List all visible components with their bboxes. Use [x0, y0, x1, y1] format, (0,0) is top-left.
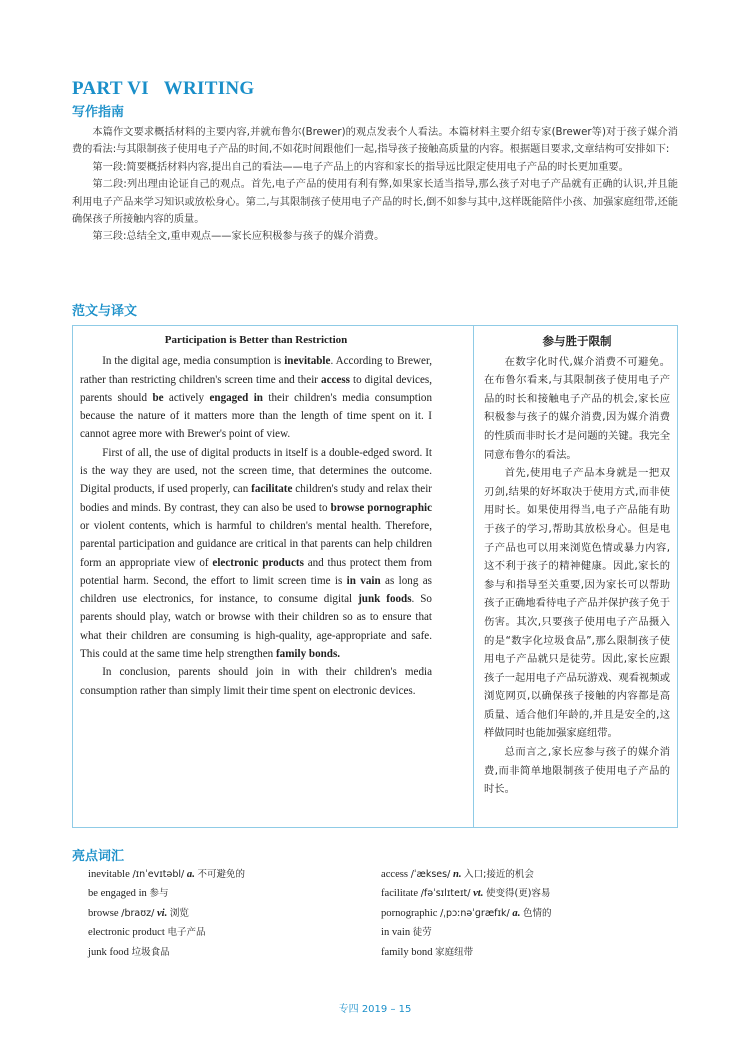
chinese-paragraph: 在数字化时代,媒介消费不可避免。在布鲁尔看来,与其限制孩子使用电子产品的时长和接触电子产品的机会,家长应积极参与孩子的媒介消费,因为媒介消费的性质而非时长才是问题的关键。我完全同意布鲁尔的看法。: [484, 355, 670, 461]
text-run: In conclusion, parents should join in with their children's media consumption rather than simply limit their time spent on electronic devices.: [80, 666, 432, 697]
english-paragraph: [80, 444, 432, 664]
guide-paragraph: 第一段:简要概括材料内容,提出自己的看法——电子产品上的内容和家长的指导远比限定使用电子产品的时长更加重要。: [92, 161, 629, 173]
text-run: to digital devices, parents should: [80, 373, 433, 404]
vocab-heading: 亮点词汇: [72, 849, 125, 864]
vocab-meaning: 参与: [149, 888, 169, 900]
english-paragraph: [80, 663, 432, 700]
guide-paragraph: 第三段:总结全文,重申观点——家长应积极参与孩子的媒介消费。: [92, 231, 385, 243]
column-divider: [473, 325, 474, 828]
vocab-pos: vt.: [473, 888, 484, 900]
vocab-meaning: 电子产品: [167, 927, 206, 939]
vocab-meaning: 浏览: [169, 907, 189, 919]
vocab-phonetic: /ˈækses/: [410, 869, 451, 880]
chinese-paragraph: 首先,使用电子产品本身就是一把双刃剑,结果的好坏取决于使用方式,而非使用时长。如果使用得当,电子产品能有助于孩子的学习,帮助其放松身心。但是电子产品也可以用来浏览色情或暴力内容,这不利于孩子的精神健康。因此,家长的参与和指导至关重要,因为家长可以帮助孩子正确地看待电子产品并保护孩子免于伤害。其次,只要孩子使用电子产品摄入的是“数字化垃圾食品”,那么限制孩子使用电子产品就只是徒劳。因此,家长应跟孩子一起用电子产品玩游戏、观看视频或浏览网页,以确保孩子接触的内容都是高质量、适合他们年龄的,并且是安全的,这样做同时也能加强家庭纽带。: [484, 467, 670, 740]
vocab-word: be engaged in: [88, 888, 147, 900]
vocab-word: inevitable: [88, 869, 130, 880]
chinese-translation: [484, 332, 670, 799]
vocab-meaning: 不可避免的: [197, 869, 246, 880]
vocab-word: access: [381, 869, 409, 880]
vocab-phonetic: /ɪnˈevɪtəbl/: [132, 869, 185, 880]
vocab-meaning: 色情的: [523, 907, 552, 919]
vocab-item: [381, 924, 432, 938]
vocab-item: [88, 905, 189, 919]
highlight-word: family bonds.: [275, 648, 341, 661]
vocab-meaning: 入口;接近的机会: [464, 869, 534, 880]
highlight-word: engaged in: [209, 391, 263, 404]
english-paragraph: [80, 352, 432, 443]
chinese-translation-title: 参与胜于限制: [542, 334, 612, 348]
text-run: . So parents should play, watch or browse with their children so as to ensure that what their children are consuming is high-quality, age-appropriate and safe. This could at the same time help strengthen: [80, 593, 432, 661]
highlight-word: in vain: [346, 574, 381, 587]
vocab-word: junk food: [88, 946, 129, 958]
vocab-meaning: 徒劳: [412, 927, 432, 939]
guide-heading: 写作指南: [72, 105, 125, 120]
text-run: First of all, the use of digital products in itself is a double-edged sword. It is the way they are used, not the screen time, that determines the outcome. Digital products, if used properly, can: [80, 446, 432, 496]
highlight-word: browse pornographic: [330, 501, 432, 514]
vocab-pos: vi.: [156, 907, 168, 919]
chinese-paragraph: 总而言之,家长应参与孩子的媒介消费,而非简单地限制孩子使用电子产品的时长。: [484, 746, 670, 796]
vocab-meaning: 垃圾食品: [131, 946, 170, 958]
vocab-item: [88, 885, 169, 899]
page-footer: 专四 2019 – 15: [338, 1004, 412, 1015]
vocab-item: [88, 924, 205, 938]
text-run: and thus protect them from potential harm. Second, the effort to limit screen time is: [80, 556, 432, 587]
vocab-meaning: 家庭纽带: [435, 946, 474, 958]
part-title: PART VI WRITING: [72, 78, 255, 99]
vocab-item: [381, 866, 534, 880]
guide-text: [72, 124, 678, 246]
vocab-word: facilitate: [381, 888, 419, 900]
text-run: actively: [163, 391, 210, 404]
text-run: as long as children use electronics, for instance, to consume digital: [80, 574, 432, 606]
vocab-word: family bond: [381, 946, 433, 958]
vocab-item: [88, 944, 170, 958]
vocab-word: in vain: [381, 927, 411, 939]
vocab-word: browse: [88, 907, 119, 919]
highlight-word: access: [321, 373, 350, 386]
vocab-pos: a.: [512, 907, 521, 919]
essay-heading: 范文与译文: [72, 304, 138, 319]
vocab-pos: a.: [186, 869, 195, 880]
highlight-word: junk foods: [358, 593, 412, 606]
guide-paragraph: 第二段:列出理由论证自己的观点。首先,电子产品的使用有利有弊,如果家长适当指导,那么孩子对电子产品就有正确的认识,并且能利用电子产品来学习知识或放松身心。第二,与其限制孩子使用电子产品的时长,倒不如参与其中,这样既能陪伴小孩、加强家庭纽带,还能确保孩子所接触内容的质量。: [72, 179, 678, 226]
highlight-word: inevitable: [284, 355, 331, 368]
text-run: their children's media consumption because the nature of it matters more than the length of time spent on it. I cannot agree more with Brewer's point of view.: [80, 391, 433, 441]
highlight-word: facilitate: [251, 483, 293, 496]
vocab-item: [381, 944, 473, 958]
vocab-phonetic: /fəˈsɪlɪteɪt/: [420, 888, 471, 900]
vocab-word: pornographic: [381, 907, 438, 919]
text-run: . According to Brewer, rather than restricting children's screen time and their: [80, 355, 432, 386]
vocab-item: [88, 866, 245, 880]
vocab-pos: n.: [452, 869, 462, 880]
highlight-word: be: [152, 391, 164, 404]
text-run: or violent contents, which is harmful to children's mental health. Therefore, parental participation and guidance are critical in that parents can help children form an appropriate view of: [80, 519, 432, 569]
vocab-item: [381, 885, 550, 899]
vocab-phonetic: /braʊz/: [121, 907, 155, 919]
vocab-item: [381, 905, 552, 919]
vocab-meaning: 使变得(更)容易: [486, 888, 551, 900]
english-essay-title: Participation is Better than Restriction: [164, 334, 348, 346]
vocab-word: electronic product: [88, 927, 165, 939]
vocab-phonetic: /ˌpɔːnəˈɡræfɪk/: [440, 907, 510, 919]
guide-paragraph: 本篇作文要求概括材料的主要内容,并就布鲁尔(Brewer)的观点发表个人看法。本篇材料主要介绍专家(Brewer等)对于孩子媒介消费的看法:与其限制孩子使用电子产品的时间,不如花时间跟他们一起,指导孩子接触高质量的内容。根据题目要求,文章结构可安排如下:: [72, 127, 678, 156]
english-essay: [80, 331, 432, 700]
text-run: In the digital age, media consumption is: [102, 355, 285, 368]
highlight-word: electronic products: [212, 556, 304, 569]
text-run: children's study and relax their bodies and minds. By contrast, they can also be used to: [80, 483, 433, 514]
